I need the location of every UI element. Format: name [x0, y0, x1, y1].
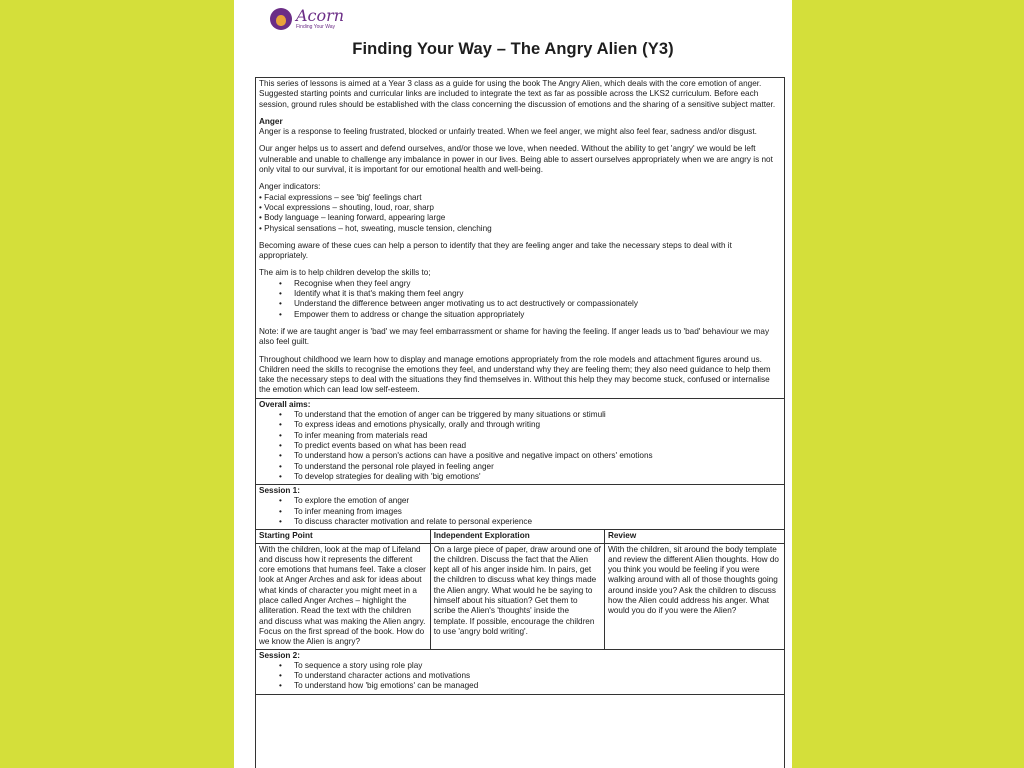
overall-aims-section [256, 399, 784, 485]
independent-exploration-cell: On a large piece of paper, draw around one of the children. Discuss the fact that the Alien kept all of his anger inside him. In pairs, get the children to discuss what key things made the Alien angry. What would he be saying to himself about his situation? Get them to scribe the Alien's 'thoughts' inside the template. If possible, encourage the children to use 'angry bold writing'. [430, 543, 604, 648]
anger-heading: Anger [259, 116, 283, 126]
overall-aim-item: • To develop strategies for dealing with 'big emotions' [259, 472, 781, 482]
note-paragraph: Note: if we are taught anger is 'bad' we may feel embarrassment or shame for having the feeling. If anger leads us to 'bad' behaviour we may also feel guilt. [259, 326, 770, 347]
session2-item: • To understand how 'big emotions' can be managed [259, 681, 781, 691]
overall-aim-item: • To express ideas and emotions physically, orally and through writing [259, 420, 781, 430]
aim-intro: The aim is to help children develop the skills to; [259, 268, 431, 278]
aim-item: • Identify what it is that's making them feel angry [259, 289, 781, 299]
aim-item: • Empower them to address or change the situation appropriately [259, 310, 781, 320]
column-header-review: Review [604, 530, 784, 543]
table-row [256, 543, 784, 648]
anger-help-paragraph: Our anger helps us to assert and defend ourselves, and/or those we love, when needed. Without the ability to get 'angry' we would be left vulnerable and unable to challenge any imbalance in power in our lives. Being able to assert ourselves appropriately when we are angry is not only vital to our survival, it is important for our emotional health and well-being. [259, 144, 773, 175]
table-header-row [256, 530, 784, 543]
aim-item: • Understand the difference between anger motivating us to act destructively or compassionately [259, 299, 781, 309]
overall-aims-list [259, 410, 781, 482]
session1-list [259, 496, 781, 527]
column-header-independent-exploration: Independent Exploration [430, 530, 604, 543]
document-page [234, 0, 792, 768]
awareness-paragraph: Becoming aware of these cues can help a person to identify that they are feeling anger and take the necessary steps to deal with it appropriately. [259, 240, 732, 261]
childhood-paragraph: Throughout childhood we learn how to display and manage emotions appropriately from the role models and attachment figures around us. Children need the skills to recognise the emotions they feel, and understand why they are feeling them; they also need guidance to help them take the necessary steps to deal with the situations they find themselves in. Without this help they may become stuck, confused or internalise the emotion which can lead low self-esteem. [259, 354, 771, 395]
session2-list [259, 661, 781, 692]
indicator-item: • Vocal expressions – shouting, loud, roar, sharp [259, 203, 781, 213]
column-header-starting-point: Starting Point [256, 530, 430, 543]
acorn-logo-icon [270, 8, 292, 30]
anger-definition: Anger is a response to feeling frustrated, blocked or unfairly treated. When we feel anger, we might also feel fear, sadness and/or disgust. [259, 127, 757, 137]
indicator-item: • Body language – leaning forward, appearing large [259, 213, 781, 223]
aims-list [259, 279, 781, 320]
session1-table-wrapper [256, 530, 784, 649]
overall-aims-heading: Overall aims: [259, 399, 311, 409]
overall-aim-item: • To infer meaning from materials read [259, 431, 781, 441]
indicator-item: • Facial expressions – see 'big' feelings chart [259, 193, 781, 203]
indicators-list [259, 193, 781, 234]
overall-aim-item: • To understand how a person's actions can have a positive and negative impact on others' emotions [259, 451, 781, 461]
aim-item: • Recognise when they feel angry [259, 279, 781, 289]
logo-name: Acorn [296, 6, 345, 25]
session1-item: • To infer meaning from images [259, 507, 781, 517]
review-cell: With the children, sit around the body template and review the different Alien thoughts. How do you think you would be feeling if you were walking around with all of those thoughts going around inside you? Ask the children to discuss how the Alien could address his anger. What would you do if you were the Alien? [604, 543, 784, 648]
indicators-heading: Anger indicators: [259, 182, 321, 192]
logo-tagline: Finding Your Way [296, 24, 336, 30]
session2-item: • To sequence a story using role play [259, 661, 781, 671]
session2-section [256, 650, 784, 695]
intro-paragraph: This series of lessons is aimed at a Year 3 class as a guide for using the book The Angry Alien, which deals with the core emotion of anger. Suggested starting points and curricular links are included to integrate the text as far as possible across the LKS2 curriculum. Before each session, ground rules should be established with the class concerning the discussion of emotions and the sharing of a sensitive subject matter. [259, 79, 776, 109]
session1-section [256, 485, 784, 530]
overall-aim-item: • To understand that the emotion of anger can be triggered by many situations or stimuli [259, 410, 781, 420]
content-frame [255, 77, 785, 768]
session2-item: • To understand character actions and motivations [259, 671, 781, 681]
session1-table [256, 530, 784, 648]
page-title: Finding Your Way – The Angry Alien (Y3) [352, 40, 674, 58]
overall-aim-item: • To predict events based on what has been read [259, 441, 781, 451]
acorn-logo [270, 8, 344, 30]
indicator-item: • Physical sensations – hot, sweating, muscle tension, clenching [259, 224, 781, 234]
session1-item: • To discuss character motivation and relate to personal experience [259, 517, 781, 527]
starting-point-cell: With the children, look at the map of Lifeland and discuss how it represents the different core emotions that humans feel. Take a closer look at Anger Arches and ask for ideas about what kinds of character you might meet in a place called Anger Arches – highlight the alliteration. Read the text with the children and discuss what was making the Alien angry. Focus on the first spread of the book. How do we know the Alien is angry? [256, 543, 430, 648]
session2-heading: Session 2: [259, 650, 300, 660]
intro-section [256, 78, 784, 399]
session1-item: • To explore the emotion of anger [259, 496, 781, 506]
session1-heading: Session 1: [259, 486, 300, 496]
overall-aim-item: • To understand the personal role played in feeling anger [259, 462, 781, 472]
